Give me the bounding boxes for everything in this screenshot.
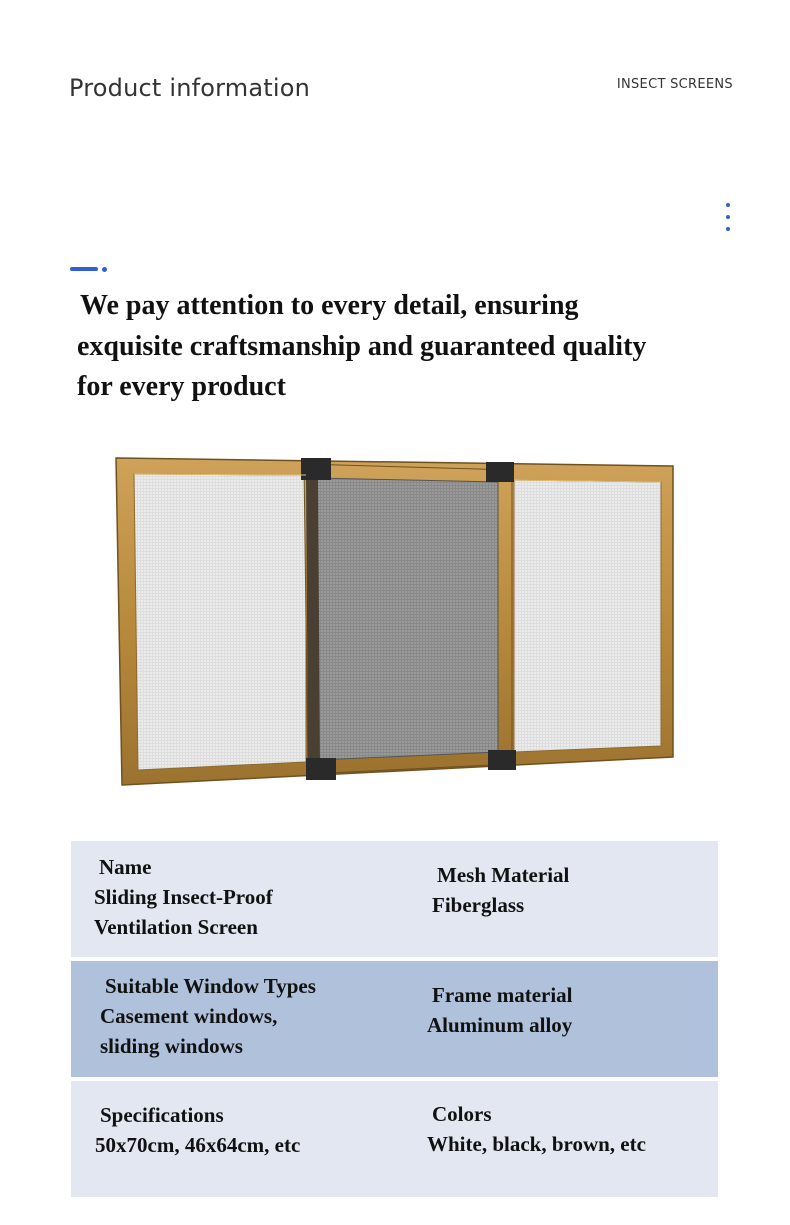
dot [726, 203, 730, 207]
corner-clip [488, 750, 516, 770]
dot [726, 227, 730, 231]
spec-value: sliding windows [100, 1034, 243, 1058]
right-mesh-panel [514, 480, 661, 752]
page-title: Product information [69, 74, 311, 102]
headline-line-3: for every product [77, 371, 286, 402]
mesh-edge-strip [306, 474, 320, 766]
spec-value: Sliding Insect-Proof [94, 885, 273, 909]
spec-cell [427, 980, 573, 1040]
headline-line-1: We pay attention to every detail, ensuring [80, 290, 579, 321]
middle-dark-mesh [316, 478, 498, 760]
spec-label: Frame material [432, 983, 573, 1007]
spec-value: 50x70cm, 46x64cm, etc [95, 1133, 301, 1157]
spec-label: Suitable Window Types [105, 974, 316, 998]
spec-label: Mesh Material [437, 863, 570, 887]
spec-cell [432, 860, 569, 920]
spec-value: Casement windows, [100, 1004, 278, 1028]
corner-clip [486, 462, 514, 482]
accent-dot [102, 267, 107, 272]
dot [726, 215, 730, 219]
spec-row [71, 841, 718, 957]
accent-mark [70, 266, 107, 272]
insect-screen-product-image [110, 452, 680, 792]
spec-cell [100, 971, 316, 1061]
left-mesh-panel [134, 474, 306, 770]
spec-row [71, 961, 718, 1077]
accent-bar [70, 267, 98, 271]
spec-value: Aluminum alloy [427, 1013, 573, 1037]
headline-line-2: exquisite craftsmanship and guaranteed quality [77, 330, 647, 362]
spec-value: Ventilation Screen [94, 915, 258, 939]
spec-cell [427, 1099, 646, 1159]
spec-value: White, black, brown, etc [427, 1132, 646, 1156]
spec-cell [95, 1100, 301, 1160]
spec-table [71, 841, 718, 1197]
spec-label: Name [99, 855, 152, 879]
spec-row [71, 1081, 718, 1197]
category-tag: INSECT SCREENS [616, 77, 733, 92]
headline [77, 286, 727, 408]
corner-clip [301, 458, 331, 480]
spec-label: Specifications [100, 1103, 224, 1127]
spec-cell [94, 852, 273, 942]
spec-value: Fiberglass [432, 893, 525, 917]
corner-clip [306, 758, 336, 780]
more-options-icon[interactable] [725, 203, 731, 231]
spec-label: Colors [432, 1102, 492, 1126]
